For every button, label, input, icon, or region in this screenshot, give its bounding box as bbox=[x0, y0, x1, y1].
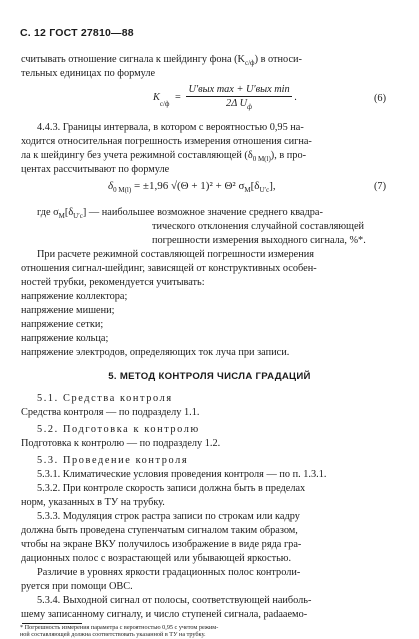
s51-head-text: 5.1. Средства контроля bbox=[37, 393, 173, 404]
diff-line-1: Различие в уровнях яркости градационных полос контроли- bbox=[37, 567, 301, 578]
formula-7 bbox=[108, 180, 276, 194]
where-line-3: погрешности измерения выходного сигнала, %*. bbox=[152, 235, 366, 246]
footnote-line-1: * Погрешность измерения параметра с вероятностью 0,95 с учетом режим- bbox=[20, 624, 219, 631]
list-item: напряжение электродов, определяющих ток луча при записи. bbox=[21, 347, 290, 358]
list-item: напряжение кольца; bbox=[21, 333, 109, 344]
s533-line-1: 5.3.3. Модуляция строк растра записи по строкам или кадру bbox=[37, 511, 300, 522]
para-443-line-2: ходится относительная погрешность измерения отношения сигна- bbox=[21, 136, 312, 147]
formula-6-equals: = bbox=[175, 92, 181, 104]
intro-text: считывать отношение сигнала к шейдингу фона (K bbox=[21, 54, 245, 65]
s52-body: Подготовка к контролю — по подразделу 1.2. bbox=[21, 438, 221, 449]
list-item: напряжение мишени; bbox=[21, 305, 115, 316]
regime-line-3: ностей трубки, рекомендуется учитывать: bbox=[21, 277, 205, 288]
where-lead: где σ bbox=[37, 207, 59, 218]
formula-6-fraction bbox=[186, 84, 291, 111]
footnote bbox=[20, 624, 400, 639]
formula-6-lhs-sub: с/ф bbox=[159, 99, 170, 108]
para-443-line-3-end: ), в про- bbox=[270, 150, 307, 161]
where-mid: [δ bbox=[64, 207, 74, 218]
formula-7-rhs: = ±1,96 √(Θ + 1)² + Θ² σ bbox=[133, 180, 245, 192]
formula-6-den-sub: ф bbox=[247, 103, 253, 112]
s533-line-4: дационных полос с возрастающей или убывающей яркостью. bbox=[21, 553, 292, 564]
s532-line-2: норм, указанных в ТУ на трубку. bbox=[21, 497, 165, 508]
formula-7-lhs-sub: 0 М(l) bbox=[113, 186, 132, 195]
formula-7-number: (7) bbox=[374, 181, 387, 192]
where-line-2: тического отклонения случайной составляющей bbox=[152, 221, 365, 232]
s533-line-2: должна быть проведена ступенчатым сигналом таким образом, bbox=[21, 525, 298, 536]
s532-line-1: 5.3.2. При контроле скорость записи должна быть в пределах bbox=[37, 483, 306, 494]
formula-7-tail-sub: U′с bbox=[259, 186, 270, 195]
where-mid-sub: U′с bbox=[73, 212, 83, 221]
footnote-line-2: ной составляющей должна соответствовать указанной в ТУ на трубку. bbox=[20, 631, 206, 639]
formula-7-tail: [δ bbox=[250, 180, 260, 192]
s51-body: Средства контроля — по подразделу 1.1. bbox=[21, 407, 200, 418]
page-header: С. 12 ГОСТ 27810—88 bbox=[20, 27, 134, 39]
formula-6-number: (6) bbox=[374, 93, 387, 104]
s52-head bbox=[37, 423, 200, 437]
para-443-line-3-text: ла к шейдингу без учета режимной составляющей (δ bbox=[21, 150, 253, 161]
formula-6-numerator: U′вых max + U′вых min bbox=[188, 84, 290, 95]
where-lead-sub: М bbox=[58, 212, 65, 221]
regime-line-1: При расчете режимной составляющей погрешности измерения bbox=[37, 249, 314, 260]
para-443-line-3-sub: 0 М(l) bbox=[252, 155, 271, 164]
section-title: 5. МЕТОД КОНТРОЛЯ ЧИСЛА ГРАДАЦИЙ bbox=[108, 371, 311, 382]
s533-line-3: чтобы на экране ВКУ получилось изображение в виде ряда гра- bbox=[21, 539, 302, 550]
formula-6: $K_{с/ф}$ = $\frac{\text{U′вых max + U′вых min}}{2\Delta U_ф}$ . bbox=[153, 84, 297, 112]
intro-line-2: тельных единицах по формуле bbox=[21, 68, 156, 79]
formula-7-close: ], bbox=[269, 180, 276, 192]
s53-head-text: 5.3. Проведение контроля bbox=[37, 455, 189, 466]
intro-sub: с/ф bbox=[245, 59, 255, 68]
s51-head bbox=[37, 392, 173, 406]
s52-head-text: 5.2. Подготовка к контролю bbox=[37, 424, 200, 435]
formula-6-denominator bbox=[186, 97, 291, 111]
para-443-line-4: центах рассчитывают по формуле bbox=[21, 164, 170, 175]
list-item: напряжение коллектора; bbox=[21, 291, 128, 302]
intro-end: ) в относи- bbox=[254, 54, 302, 65]
s534-line-1: 5.3.4. Выходной сигнал от полосы, соответствующей наиболь- bbox=[37, 595, 312, 606]
formula-6-den-text: 2Δ U bbox=[226, 98, 248, 109]
regime-line-2: отношения сигнал-шейдинг, зависящей от конструктивных особен- bbox=[21, 263, 317, 274]
s534-line-2: шему записанному сигналу, и число ступеней сигнала, padaaемо- bbox=[21, 609, 308, 620]
formula-7-lhs: δ bbox=[108, 180, 114, 192]
s531: 5.3.1. Климатические условия проведения контроля — по п. 1.3.1. bbox=[37, 469, 327, 480]
list-item: напряжение сетки; bbox=[21, 319, 104, 330]
para-443-line-1: 4.4.3. Границы интервала, в котором с вероятностью 0,95 на- bbox=[37, 122, 304, 133]
s53-head bbox=[37, 454, 188, 468]
where-end: ] — наибольшее возможное значение среднего квадра- bbox=[82, 207, 323, 218]
diff-line-2: руется при помощи ОВС. bbox=[21, 581, 133, 592]
formula-7-rhs-sub: М bbox=[244, 186, 251, 195]
formula-6-lhs: K bbox=[153, 92, 160, 104]
